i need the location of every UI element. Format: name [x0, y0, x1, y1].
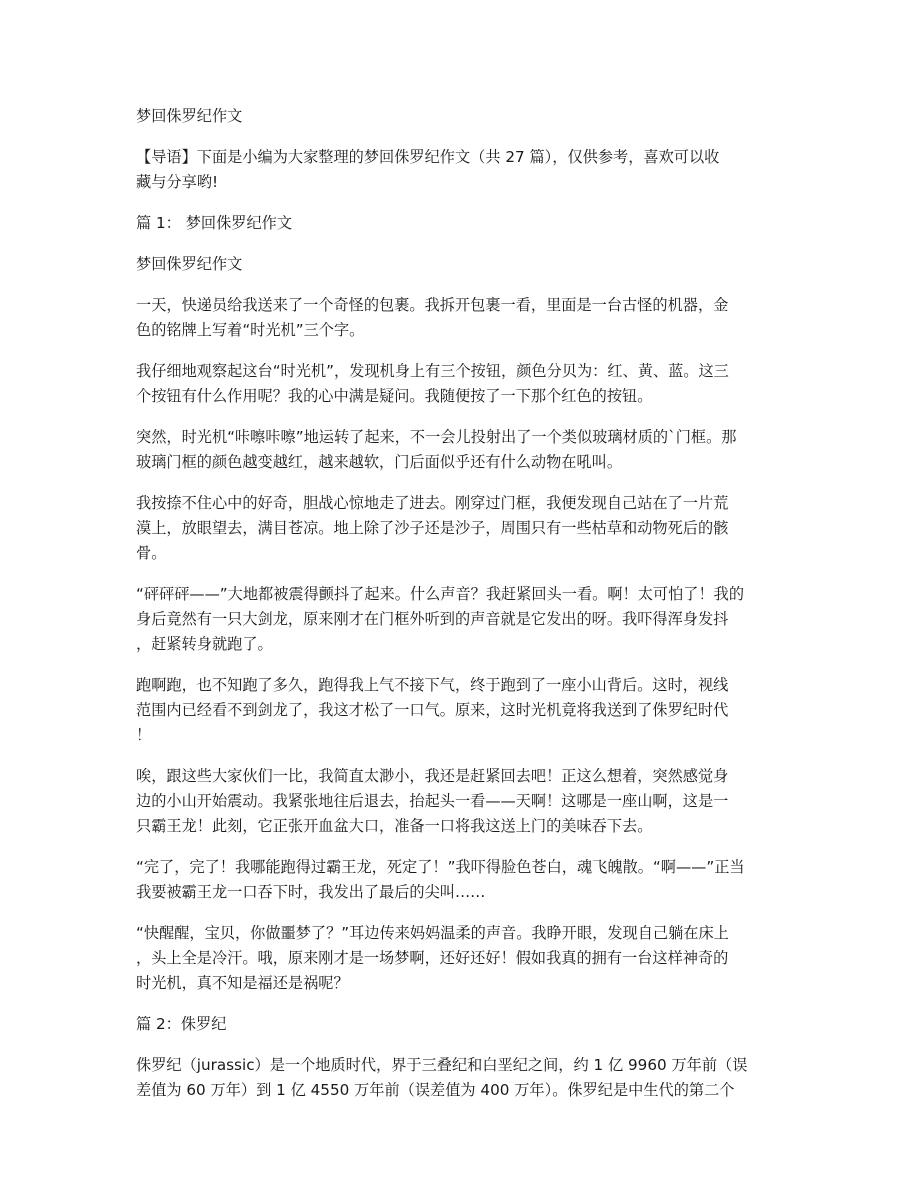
document-page — [136, 104, 786, 1119]
intro-paragraph: 【导语】下面是小编为大家整理的梦回侏罗纪作文（共 27 篇），仅供参考，喜欢可以收 藏与分享哟! — [136, 148, 720, 191]
paragraph: 突然，时光机“咔嚓咔嚓”地运转了起来，不一会儿投射出了一个类似玻璃材质的`门框。那 玻璃门框的颜色越变越红，越来越软，门后面似乎还有什么动物在吼叫。 — [136, 428, 737, 471]
paragraph: “完了，完了！我哪能跑得过霸王龙，死定了！”我吓得脸色苍白，魂飞魄散。“啊——”正当 我要被霸王龙一口吞下时，我发出了最后的尖叫…… — [136, 858, 745, 901]
section-subtitle-1: 梦回侏罗纪作文 — [136, 255, 243, 273]
document-title: 梦回侏罗纪作文 — [136, 107, 243, 125]
paragraph: 跑啊跑，也不知跑了多久，跑得我上气不接下气，终于跑到了一座小山背后。这时，视线 范围内已经看不到剑龙了，我这才松了一口气。原来，这时光机竟将我送到了侏罗纪时代 ！ — [136, 676, 729, 744]
paragraph: 侏罗纪（jurassic）是一个地质时代，界于三叠纪和白垩纪之间，约 1 亿 9960 万年前（误 差值为 60 万年）到 1 亿 4550 万年前（误差值为 400 万年）。侏罗纪是中生代的第二个 — [136, 1056, 748, 1099]
section-heading-2: 篇 2：侏罗纪 — [136, 1015, 227, 1033]
paragraph: 我按捺不住心中的好奇，胆战心惊地走了进去。刚穿过门框，我便发现自己站在了一片荒 漠上，放眼望去，满目苍凉。地上除了沙子还是沙子，周围只有一些枯草和动物死后的骸 骨。 — [136, 494, 729, 562]
paragraph: “快醒醒，宝贝，你做噩梦了？”耳边传来妈妈温柔的声音。我睁开眼，发现自己躺在床上 ，头上全是冷汗。哦，原来刚才是一场梦啊，还好还好！假如我真的拥有一台这样神奇的 时光机，真不知是福还是祸呢？ — [136, 924, 729, 992]
paragraph: 唉，跟这些大家伙们一比，我简直太渺小，我还是赶紧回去吧！正这么想着，突然感觉身 边的小山开始震动。我紧张地往后退去，抬起头一看——天啊！这哪是一座山啊，这是一 只霸王龙！此刻，它正张开血盆大口，准备一口将我这送上门的美味吞下去。 — [136, 767, 729, 835]
paragraph: 我仔细地观察起这台“时光机”，发现机身上有三个按钮，颜色分贝为：红、黄、蓝。这三 个按钮有什么作用呢？我的心中满是疑问。我随便按了一下那个红色的按钮。 — [136, 362, 729, 405]
paragraph: “砰砰砰——”大地都被震得颤抖了起来。什么声音？我赶紧回头一看。啊！太可怕了！我的 身后竟然有一只大剑龙，原来刚才在门框外听到的声音就是它发出的呀。我吓得浑身发抖 ，赶紧转身就跑了。 — [136, 585, 745, 653]
section-heading-1: 篇 1： 梦回侏罗纪作文 — [136, 214, 293, 232]
paragraph: 一天，快递员给我送来了一个奇怪的包裹。我拆开包裹一看，里面是一台古怪的机器，金 色的铭牌上写着“时光机”三个字。 — [136, 296, 729, 339]
